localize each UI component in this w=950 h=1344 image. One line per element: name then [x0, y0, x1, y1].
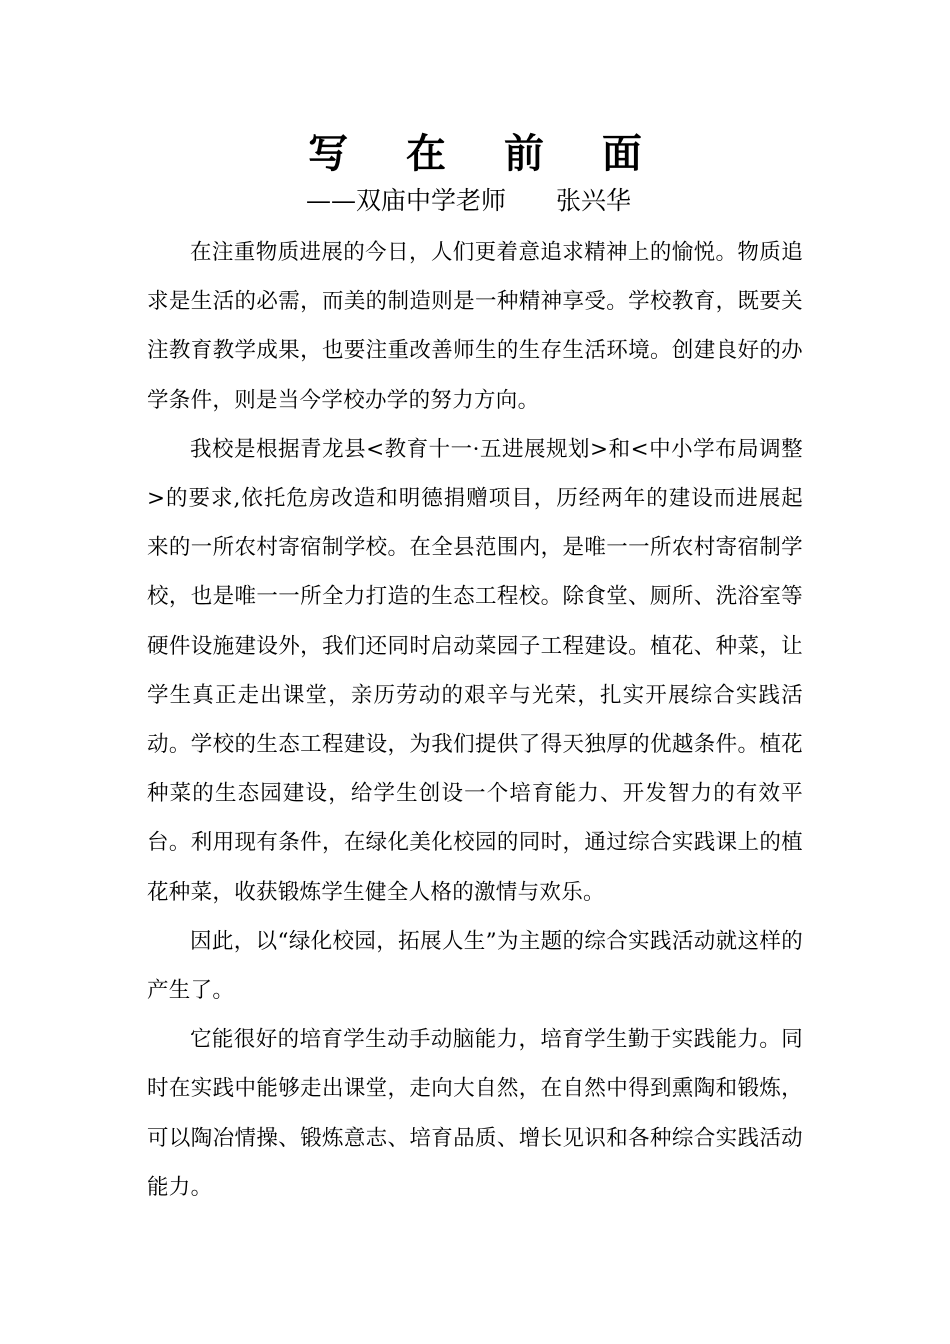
- page-title: 写 在 前 面: [308, 130, 664, 177]
- body-text: [147, 228, 803, 1212]
- subtitle-school-teacher: ——双庙中学老师: [306, 186, 507, 215]
- paragraph-3: 因此，以“绿化校园，拓展人生”为主题的综合实践活动就这样的产生了。: [147, 928, 803, 1004]
- paragraph-2: 我校是根据青龙县<教育十一·五进展规划>和<中小学布局调整>的要求,依托危房改造和明德捐赠项目，历经两年的建设而进展起来的一所农村寄宿制学校。在全县范围内，是唯一一所农村寄宿制学校，也是唯一一所全力打造的生态工程校。除食堂、厕所、洗浴室等硬件设施建设外，我们还同时启动菜园子工程建设。植花、种菜，让学生真正走出课堂，亲历劳动的艰辛与光荣，扎实开展综合实践活动。学校的生态工程建设，为我们提供了得天独厚的优越条件。植花种菜的生态园建设，给学生创设一个培育能力、开发智力的有效平台。利用现有条件，在绿化美化校园的同时，通过综合实践课上的植花种菜，收获锻炼学生健全人格的激情与欢乐。: [147, 436, 803, 905]
- paragraph-1: 在注重物质进展的今日，人们更着意追求精神上的愉悦。物质追求是生活的必需，而美的制造则是一种精神享受。学校教育，既要关注教育教学成果，也要注重改善师生的生存生活环境。创建良好的办学条件，则是当今学校办学的努力方向。: [147, 240, 803, 413]
- page-subtitle: [306, 181, 631, 221]
- subtitle-author: 张兴华: [556, 186, 632, 215]
- paragraph-4: 它能很好的培育学生动手动脑能力，培育学生勤于实践能力。同时在实践中能够走出课堂，走向大自然，在自然中得到熏陶和锻炼，可以陶冶情操、锻炼意志、培育品质、增长见识和各种综合实践活动能力。: [147, 1027, 803, 1200]
